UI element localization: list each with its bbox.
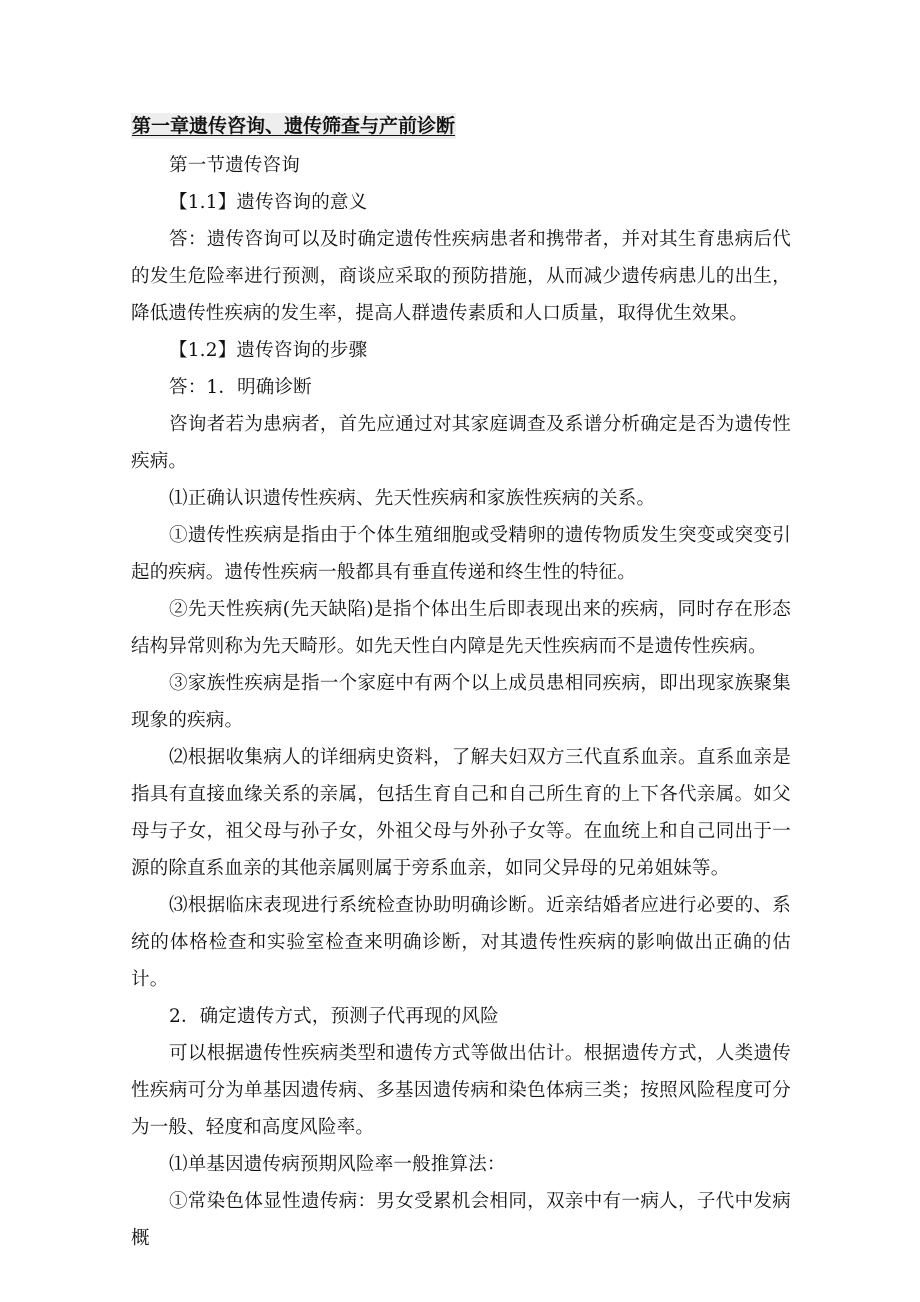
paragraph: 可以根据遗传性疾病类型和遗传方式等做出估计。根据遗传方式，人类遗传性疾病可分为单基因遗传病、多基因遗传病和染色体病三类；按照风险程度可分为一般、轻度和高度风险率。 xyxy=(131,1043,791,1138)
document-page xyxy=(131,113,791,1257)
paragraph: ①常染色体显性遗传病：男女受累机会相同，双亲中有一病人，子代中发病概 xyxy=(131,1191,791,1249)
paragraph: ⑵根据收集病人的详细病史资料，了解夫妇双方三代直系血亲。直系血亲是指具有直接血缘关系的亲属，包括生育自己和自己所生育的上下各代亲属。如父母与子女，祖父母与孙子女，外祖父母与外孙子女等。在血统上和自己同出于一源的除直系血亲的其他亲属则属于旁系血亲，如同父异母的兄弟姐妹等。 xyxy=(131,747,791,879)
question-heading: 【1.1】遗传咨询的意义 xyxy=(169,192,368,213)
paragraph: 2．确定遗传方式，预测子代再现的风险 xyxy=(169,1006,499,1027)
paragraph: ①遗传性疾病是指由于个体生殖细胞或受精卵的遗传物质发生突变或突变引起的疾病。遗传性疾病一般都具有垂直传递和终生性的特征。 xyxy=(131,525,791,583)
question-heading: 【1.2】遗传咨询的步骤 xyxy=(169,340,368,361)
paragraph: 答：1．明确诊断 xyxy=(169,377,312,398)
paragraph: ⑶根据临床表现进行系统检查协助明确诊断。近亲结婚者应进行必要的、系统的体格检查和实验室检查来明确诊断，对其遗传性疾病的影响做出正确的估计。 xyxy=(131,895,791,990)
paragraph: ②先天性疾病(先天缺陷)是指个体出生后即表现出来的疾病，同时存在形态结构异常则称为先天畸形。如先天性白内障是先天性疾病而不是遗传性疾病。 xyxy=(131,599,791,657)
paragraph: ③家族性疾病是指一个家庭中有两个以上成员患相同疾病，即出现家族聚集现象的疾病。 xyxy=(131,673,791,731)
paragraph: ⑴正确认识遗传性疾病、先天性疾病和家族性疾病的关系。 xyxy=(169,488,656,509)
paragraph: 答：遗传咨询可以及时确定遗传性疾病患者和携带者，并对其生育患病后代的发生危险率进行预测，商谈应采取的预防措施，从而减少遗传病患儿的出生，降低遗传性疾病的发生率，提高人群遗传素质和人口质量，取得优生效果。 xyxy=(131,229,791,324)
section-heading: 第一节遗传咨询 xyxy=(169,155,300,176)
paragraph: 咨询者若为患病者，首先应通过对其家庭调查及系谱分析确定是否为遗传性疾病。 xyxy=(131,414,791,472)
chapter-title: 第一章遗传咨询、遗传筛查与产前诊断 xyxy=(132,115,456,137)
paragraph: ⑴单基因遗传病预期风险率一般推算法： xyxy=(169,1154,506,1175)
